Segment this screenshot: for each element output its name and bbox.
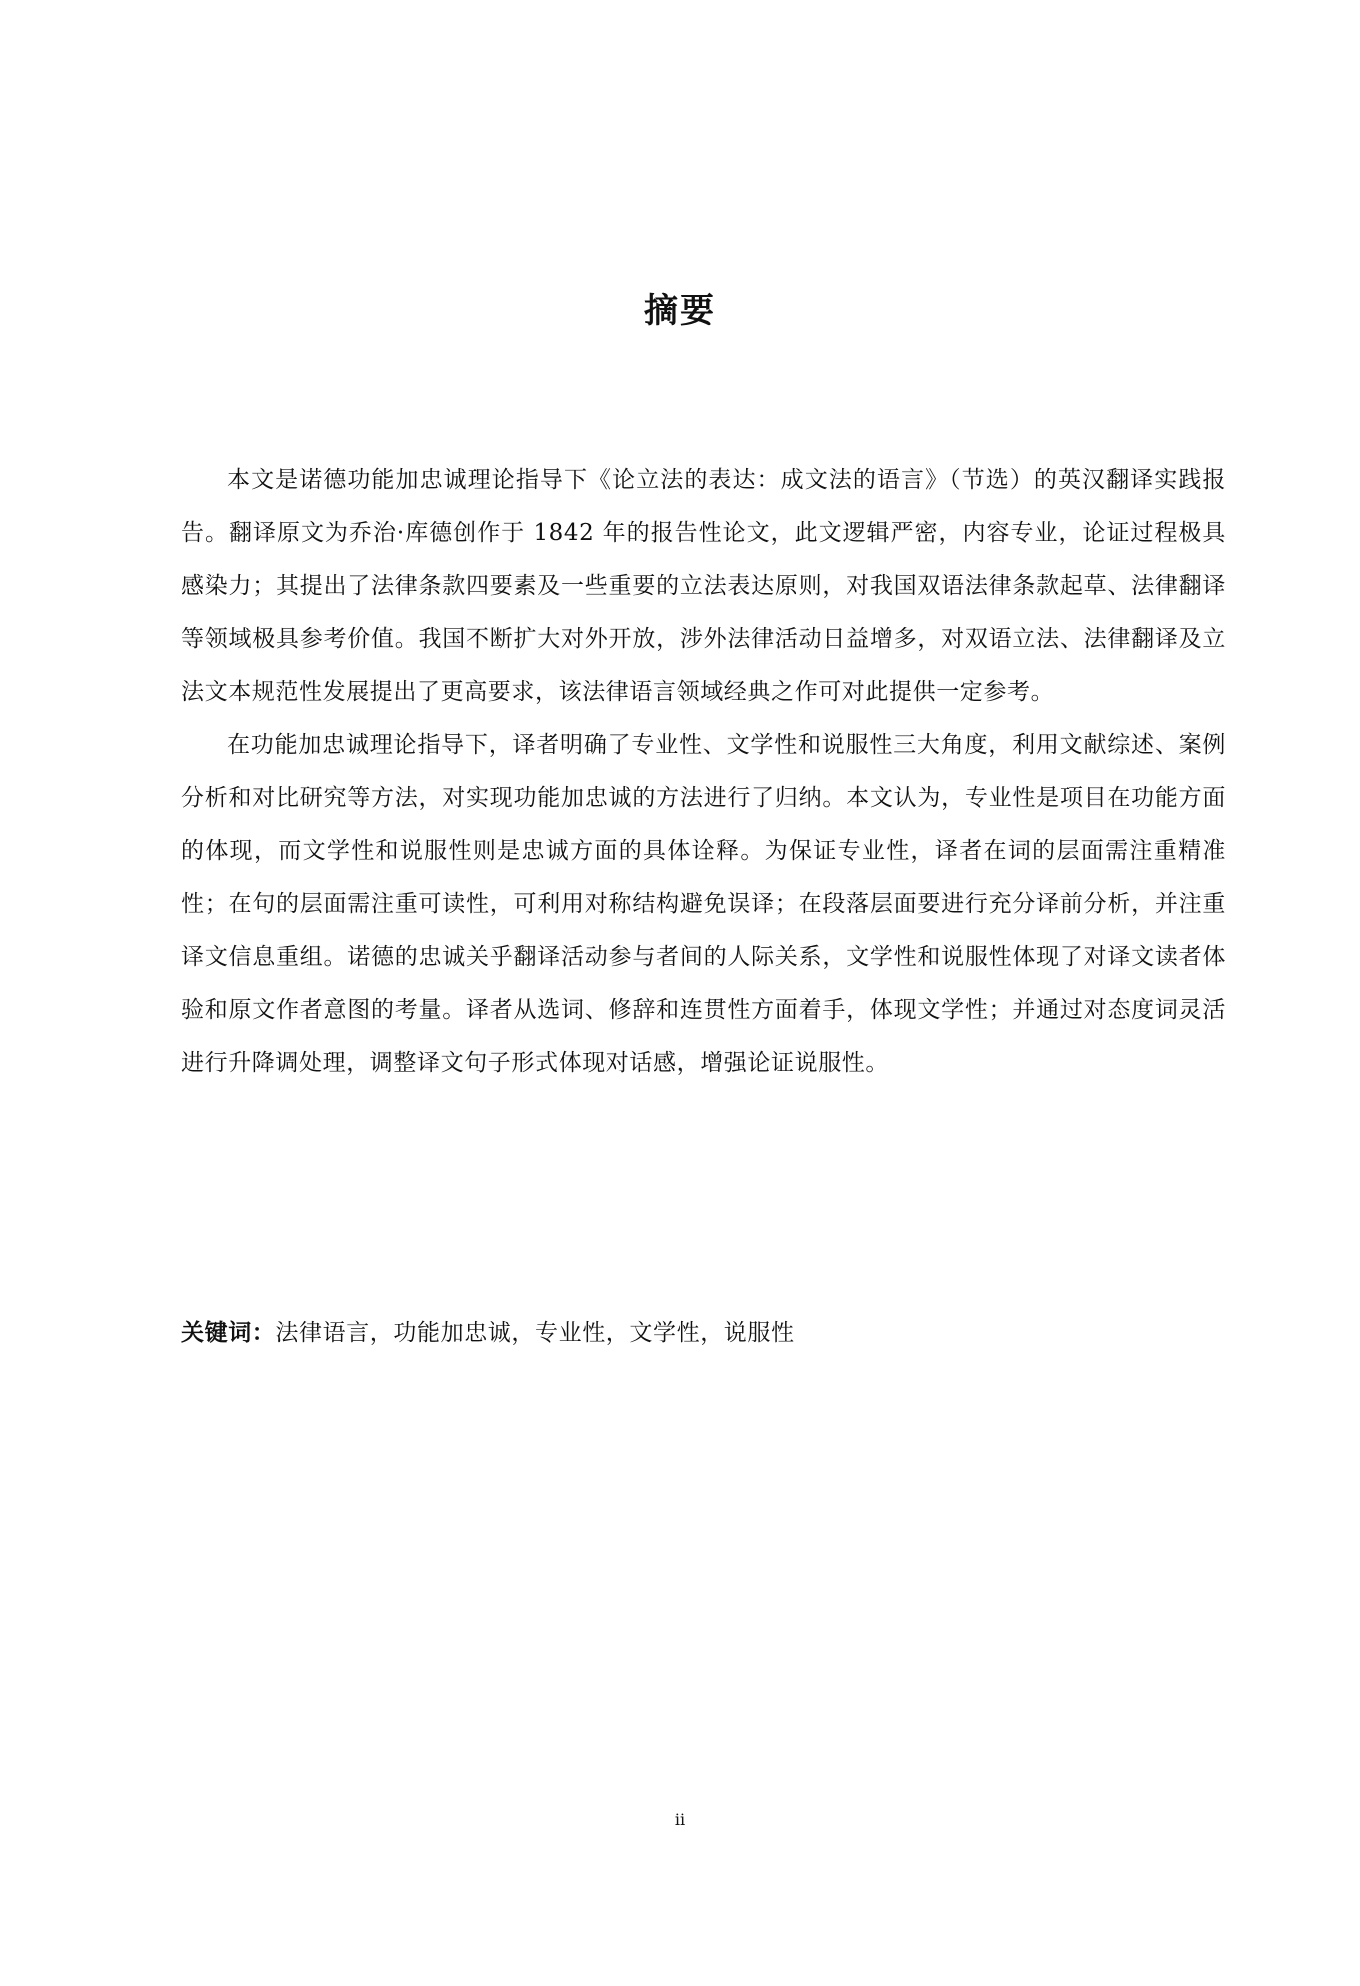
page-number: ii	[674, 1810, 686, 1829]
abstract-paragraph-1: 本文是诺德功能加忠诚理论指导下《论立法的表达：成文法的语言》（节选）的英汉翻译实践报告。翻译原文为乔治·库德创作于 1842 年的报告性论文，此文逻辑严密，内容专业，论证过程极具感染力；其提出了法律条款四要素及一些重要的立法表达原则，对我国双语法律条款起草、法律翻译等领域极具参考价值。我国不断扩大对外开放，涉外法律活动日益增多，对双语立法、法律翻译及立法文本规范性发展提出了更高要求，该法律语言领域经典之作可对此提供一定参考。	[181, 467, 1226, 705]
abstract-body	[181, 454, 1226, 1090]
keywords-text: 法律语言，功能加忠诚，专业性，文学性，说服性	[275, 1320, 795, 1346]
abstract-title: 摘要	[644, 291, 716, 331]
abstract-paragraph-2: 在功能加忠诚理论指导下，译者明确了专业性、文学性和说服性三大角度，利用文献综述、案例分析和对比研究等方法，对实现功能加忠诚的方法进行了归纳。本文认为，专业性是项目在功能方面的体现，而文学性和说服性则是忠诚方面的具体诠释。为保证专业性，译者在词的层面需注重精准性；在句的层面需注重可读性，可利用对称结构避免误译；在段落层面要进行充分译前分析，并注重译文信息重组。诺德的忠诚关乎翻译活动参与者间的人际关系，文学性和说服性体现了对译文读者体验和原文作者意图的考量。译者从选词、修辞和连贯性方面着手，体现文学性；并通过对态度词灵活进行升降调处理，调整译文句子形式体现对话感，增强论证说服性。	[181, 732, 1226, 1076]
keywords-label: 关键词：	[181, 1320, 276, 1346]
keywords-line	[181, 1312, 1226, 1354]
